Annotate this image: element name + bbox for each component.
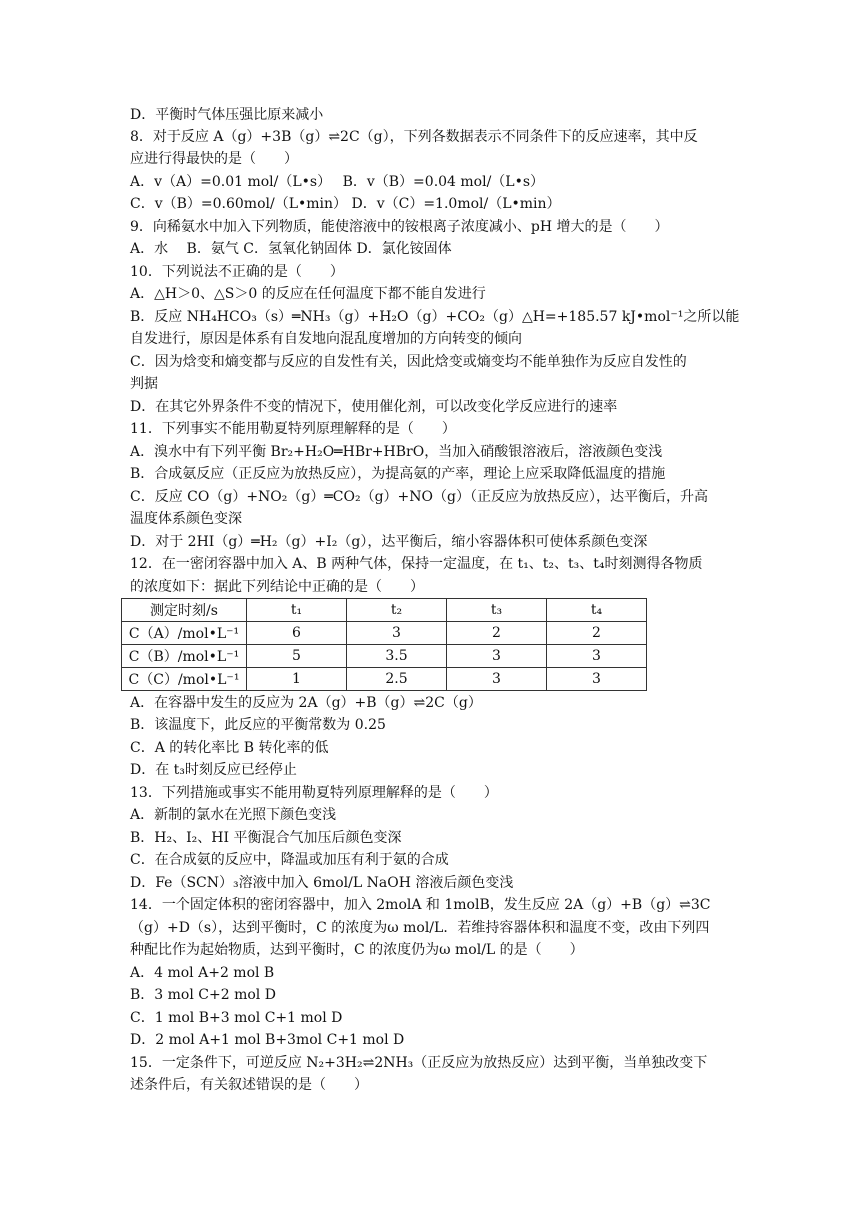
table-row	[122, 622, 647, 645]
table-cell: C（C）/mol•L⁻¹	[122, 668, 247, 691]
text-line: D．对于 2HI（g）═H₂（g）+I₂（g），达平衡后，缩小容器体积可使体系颜色变深	[130, 534, 648, 550]
table-cell: 3	[447, 645, 547, 668]
text-line: 种配比作为起始物质，达到平衡时，C 的浓度仍为ω mol/L 的是（ ）	[130, 942, 584, 958]
table-row	[122, 668, 647, 691]
text-line: 应进行得最快的是（ ）	[130, 151, 298, 167]
text-line: 的浓度如下：据此下列结论中正确的是（ ）	[130, 579, 424, 595]
text-line: D．在 t₃时刻反应已经停止	[130, 762, 297, 778]
concentration-table	[121, 598, 647, 691]
text-line: A．4 mol A+2 mol B	[130, 965, 275, 981]
text-line: 10．下列说法不正确的是（ ）	[130, 264, 344, 280]
text-line: 自发进行，原因是体系有自发地向混乱度增加的方向转变的倾向	[130, 331, 522, 347]
text-line: D．在其它外界条件不变的情况下，使用催化剂，可以改变化学反应进行的速率	[130, 399, 618, 415]
text-line: C．在合成氨的反应中，降温或加压有利于氨的合成	[130, 852, 449, 868]
text-line: A．溴水中有下列平衡 Br₂+H₂O═HBr+HBrO，当加入硝酸银溶液后，溶液颜色变浅	[130, 444, 663, 460]
text-line: 判据	[130, 376, 158, 392]
text-line: A．水 B．氨气 C．氢氧化钠固体 D．氯化铵固体	[130, 241, 452, 257]
text-line: C．v（B）=0.60mol/（L•min） D．v（C）=1.0mol/（L•min）	[130, 196, 561, 212]
text-line: B．该温度下，此反应的平衡常数为 0.25	[130, 717, 386, 733]
text-line: 13．下列措施或事实不能用勒夏特列原理解释的是（ ）	[130, 785, 498, 801]
text-line: B．3 mol C+2 mol D	[130, 987, 276, 1003]
table-cell: C（B）/mol•L⁻¹	[122, 645, 247, 668]
table-header-cell: t₁	[247, 599, 347, 622]
text-line: D．2 mol A+1 mol B+3mol C+1 mol D	[130, 1032, 405, 1048]
text-line: C．1 mol B+3 mol C+1 mol D	[130, 1010, 343, 1026]
table-cell: 2	[547, 622, 647, 645]
table-row	[122, 645, 647, 668]
text-line: B．反应 NH₄HCO₃（s）═NH₃（g）+H₂O（g）+CO₂（g）△H=+185.57 kJ•mol⁻¹之所以能	[130, 309, 740, 325]
text-line: 12．在一密闭容器中加入 A、B 两种气体，保持一定温度，在 t₁、t₂、t₃、t₄时刻测得各物质	[130, 556, 703, 572]
text-line: 15．一定条件下，可逆反应 N₂+3H₂⇌2NH₃（正反应为放热反应）达到平衡，当单独改变下	[130, 1055, 708, 1071]
text-line: B．H₂、I₂、HI 平衡混合气加压后颜色变深	[130, 830, 402, 846]
table-header-cell: 测定时刻/s	[122, 599, 247, 622]
table-header-row	[122, 599, 647, 622]
text-line: D．Fe（SCN）₃溶液中加入 6mol/L NaOH 溶液后颜色变浅	[130, 875, 514, 891]
text-line: 8．对于反应 A（g）+3B（g）⇌2C（g），下列各数据表示不同条件下的反应速率，其中反	[130, 129, 698, 145]
table-cell: 1	[247, 668, 347, 691]
table-header-cell: t₄	[547, 599, 647, 622]
table-cell: C（A）/mol•L⁻¹	[122, 622, 247, 645]
text-line: A．△H＞0、△S＞0 的反应在任何温度下都不能自发进行	[130, 286, 486, 302]
table-cell: 6	[247, 622, 347, 645]
text-line: B．合成氨反应（正反应为放热反应），为提高氨的产率，理论上应采取降低温度的措施	[130, 466, 666, 482]
text-line: 14．一个固定体积的密闭容器中，加入 2molA 和 1molB，发生反应 2A（g）+B（g）⇌3C	[130, 897, 711, 913]
table-cell: 3	[547, 645, 647, 668]
text-line: D．平衡时气体压强比原来减小	[130, 107, 324, 123]
text-line: A．v（A）=0.01 mol/（L•s） B．v（B）=0.04 mol/（L•s）	[130, 174, 545, 190]
text-line: 9．向稀氨水中加入下列物质，能使溶液中的铵根离子浓度减小、pH 增大的是（ ）	[130, 219, 669, 235]
table-header-cell: t₃	[447, 599, 547, 622]
text-line: C．A 的转化率比 B 转化率的低	[130, 740, 329, 756]
table-cell: 2	[447, 622, 547, 645]
table-cell: 5	[247, 645, 347, 668]
text-line: A．新制的氯水在光照下颜色变浅	[130, 807, 337, 823]
text-line: 述条件后，有关叙述错误的是（ ）	[130, 1077, 368, 1093]
table-header-cell: t₂	[347, 599, 447, 622]
table-cell: 2.5	[347, 668, 447, 691]
text-line: C．反应 CO（g）+NO₂（g）═CO₂（g）+NO（g）（正反应为放热反应），达平衡后，升高	[130, 489, 708, 505]
table-cell: 3	[347, 622, 447, 645]
text-line: 温度体系颜色变深	[130, 511, 242, 527]
table-cell: 3	[447, 668, 547, 691]
table-cell: 3.5	[347, 645, 447, 668]
text-line: A．在容器中发生的反应为 2A（g）+B（g）⇌2C（g）	[130, 695, 482, 711]
text-line: 11．下列事实不能用勒夏特列原理解释的是（ ）	[130, 421, 456, 437]
text-line: （g）+D（s），达到平衡时，C 的浓度为ω mol/L．若维持容器体积和温度不变，改由下列四	[130, 920, 710, 936]
text-line: C．因为焓变和熵变都与反应的自发性有关，因此焓变或熵变均不能单独作为反应自发性的	[130, 354, 687, 370]
table-cell: 3	[547, 668, 647, 691]
